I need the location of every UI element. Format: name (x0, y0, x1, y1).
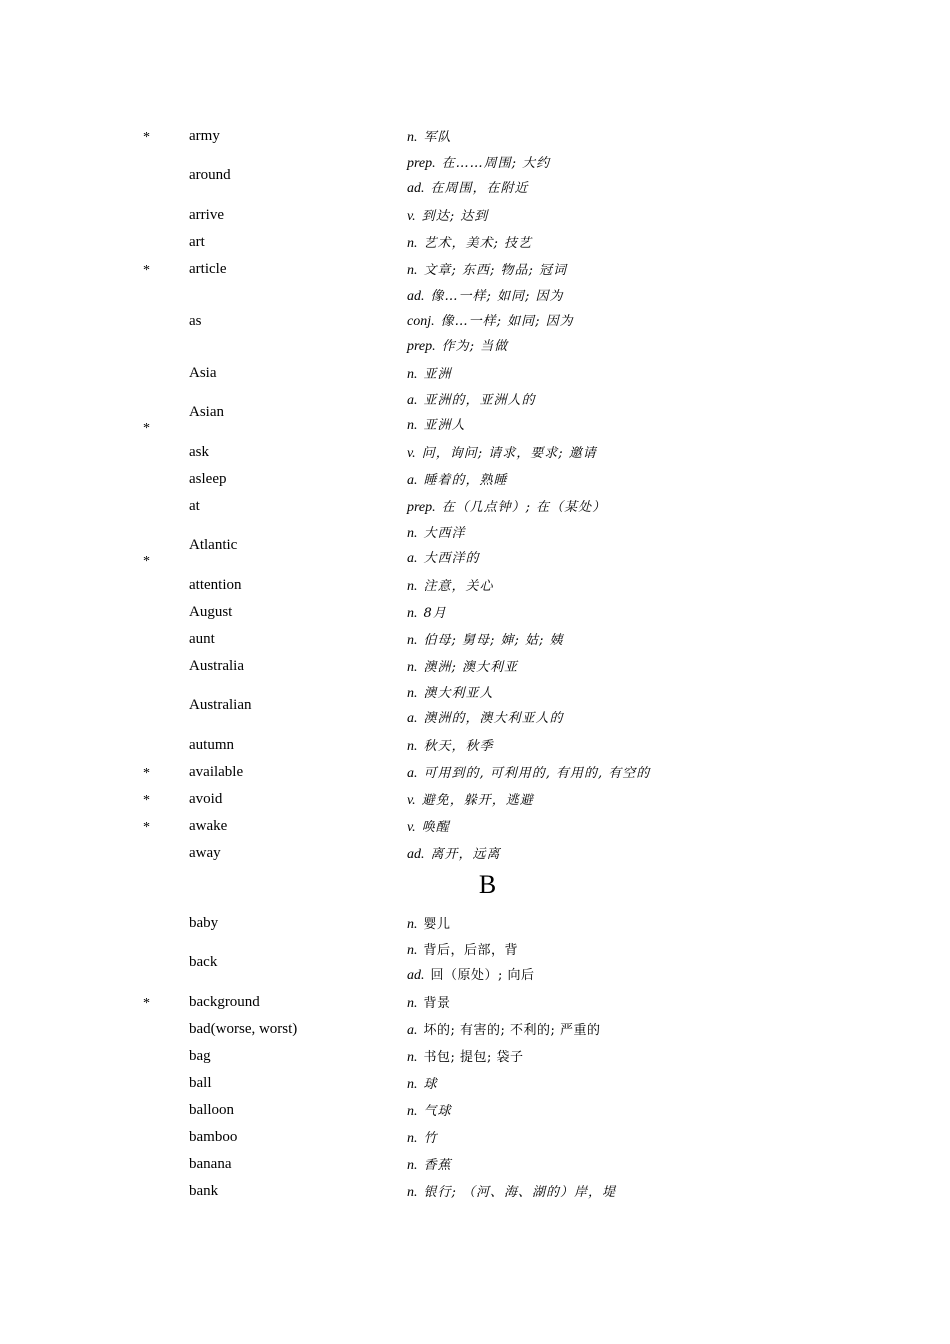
vocab-entry (0, 841, 950, 868)
definition-meaning: 像…一样; 如同; 因为 (430, 289, 564, 304)
part-of-speech: prep. (407, 500, 436, 515)
vocab-entry (0, 284, 950, 361)
part-of-speech: n. (407, 1050, 418, 1065)
definition-meaning: 问，询问; 请求，要求; 邀请 (421, 446, 597, 461)
definition-meaning: 文章; 东西; 物品; 冠词 (423, 263, 568, 278)
definition-line (407, 257, 567, 284)
definition-meaning: 8月 (423, 606, 447, 621)
entry-definitions (407, 654, 518, 681)
definition-meaning: 银行; （河、海、湖的）岸，堤 (423, 1185, 617, 1200)
vocab-entry (0, 494, 950, 521)
entry-word: Asia (189, 364, 217, 381)
part-of-speech: n. (407, 367, 418, 382)
entry-definitions (407, 814, 450, 841)
vocab-entry (0, 124, 950, 151)
vocab-entry (0, 1044, 950, 1071)
entry-word: away (189, 844, 221, 861)
entry-word: art (189, 233, 205, 250)
entry-definitions (407, 787, 534, 814)
definition-line (407, 814, 450, 841)
part-of-speech: v. (407, 446, 416, 461)
vocab-entry (0, 440, 950, 467)
definition-line (407, 203, 488, 230)
entry-word: avoid (189, 790, 223, 807)
vocab-entry (0, 1017, 950, 1044)
definition-meaning: 亚洲的，亚洲人的 (423, 393, 536, 408)
entry-word: bag (189, 1047, 211, 1064)
part-of-speech: v. (407, 793, 416, 808)
definition-meaning: 亚洲人 (423, 418, 466, 433)
vocab-entry (0, 467, 950, 494)
definition-line (407, 176, 550, 201)
definition-meaning: 避免，躲开，逃避 (421, 793, 534, 808)
part-of-speech: ad. (407, 289, 425, 304)
part-of-speech: n. (407, 917, 418, 932)
vocab-entry (0, 787, 950, 814)
entry-word: bamboo (189, 1128, 238, 1145)
definition-meaning: 注意，关心 (423, 579, 494, 594)
vocab-section-a (0, 124, 950, 868)
vocab-entry (0, 760, 950, 787)
section-letter-b: B (478, 870, 497, 899)
entry-word: back (189, 954, 218, 970)
entry-definitions (407, 1044, 524, 1071)
definition-line (407, 627, 564, 654)
entry-word: at (189, 497, 200, 514)
entry-definitions (407, 1125, 438, 1152)
definition-line (407, 1098, 452, 1125)
entry-definitions (407, 1071, 438, 1098)
entry-definitions (407, 841, 501, 868)
definition-line (407, 440, 597, 467)
definition-line (407, 1071, 438, 1098)
part-of-speech: ad. (407, 181, 425, 196)
definition-meaning: 澳洲; 澳大利亚 (423, 660, 519, 675)
definition-line (407, 521, 480, 546)
part-of-speech: a. (407, 393, 418, 408)
part-of-speech: n. (407, 943, 418, 958)
entry-definitions (407, 440, 597, 467)
vocab-entry (0, 1125, 950, 1152)
entry-word: awake (189, 817, 228, 834)
vocab-entry (0, 1152, 950, 1179)
definition-line (407, 787, 534, 814)
part-of-speech: ad. (407, 968, 425, 983)
entry-definitions (407, 760, 650, 787)
vocab-entry (0, 230, 950, 257)
important-marker: * (143, 766, 150, 781)
definition-meaning: 离开，远离 (430, 847, 501, 862)
entry-definitions (407, 911, 451, 938)
part-of-speech: prep. (407, 339, 436, 354)
part-of-speech: n. (407, 739, 418, 754)
definition-meaning: 澳洲的，澳大利亚人的 (423, 711, 564, 726)
vocab-entry (0, 203, 950, 230)
vocab-section-b (0, 911, 950, 1206)
entry-word: bad(worse, worst) (189, 1020, 298, 1037)
definition-line (407, 681, 564, 706)
entry-definitions (407, 361, 452, 388)
vocab-entry (0, 361, 950, 388)
definition-meaning: 背后，后部，背 (423, 943, 519, 958)
important-marker: * (143, 820, 150, 835)
entry-definitions (407, 1179, 616, 1206)
part-of-speech: n. (407, 130, 418, 145)
definition-meaning: 坏的; 有害的; 不利的; 严重的 (423, 1023, 601, 1038)
definition-meaning: 背景 (423, 996, 451, 1011)
important-marker: * (143, 996, 150, 1011)
definition-meaning: 在……周围; 大约 (441, 156, 551, 171)
part-of-speech: n. (407, 236, 418, 251)
definition-line (407, 413, 536, 438)
vocab-entry (0, 733, 950, 760)
important-marker: * (143, 130, 150, 145)
part-of-speech: v. (407, 209, 416, 224)
vocab-entry (0, 521, 950, 573)
entry-word: autumn (189, 736, 234, 753)
definition-line (407, 1152, 452, 1179)
entry-definitions (407, 627, 564, 654)
definition-meaning: 气球 (423, 1104, 452, 1119)
definition-line (407, 1179, 616, 1206)
vocab-entry (0, 814, 950, 841)
entry-definitions (407, 203, 488, 230)
entry-word: available (189, 763, 244, 780)
definition-line (407, 361, 452, 388)
entry-definitions (407, 573, 494, 600)
entry-word: arrive (189, 206, 224, 223)
entry-definitions (407, 938, 535, 988)
vocab-entry (0, 654, 950, 681)
entry-definitions (407, 467, 508, 494)
part-of-speech: n. (407, 686, 418, 701)
part-of-speech: a. (407, 1023, 418, 1038)
vocab-entry (0, 257, 950, 284)
entry-word: bank (189, 1182, 219, 1199)
important-marker: * (143, 793, 150, 808)
entry-word: baby (189, 914, 219, 931)
definition-meaning: 到达; 达到 (421, 209, 489, 224)
definition-line (407, 309, 574, 334)
definition-line (407, 654, 518, 681)
entry-definitions (407, 733, 494, 760)
vocab-entry (0, 938, 950, 990)
entry-definitions (407, 521, 480, 571)
definition-line (407, 706, 564, 731)
part-of-speech: a. (407, 766, 418, 781)
definition-meaning: 在（几点钟）; 在（某处） (441, 500, 607, 515)
definition-line (407, 494, 606, 521)
part-of-speech: n. (407, 1131, 418, 1146)
definition-line (407, 733, 494, 760)
definition-meaning: 可用到的, 可利用的, 有用的, 有空的 (423, 766, 651, 781)
part-of-speech: n. (407, 1104, 418, 1119)
vocab-entry (0, 151, 950, 203)
definition-meaning: 像…一样; 如同; 因为 (440, 314, 574, 329)
part-of-speech: a. (407, 711, 418, 726)
entry-word: attention (189, 576, 242, 593)
vocab-entry (0, 600, 950, 627)
entry-definitions (407, 388, 536, 438)
part-of-speech: n. (407, 418, 418, 433)
part-of-speech: prep. (407, 156, 436, 171)
part-of-speech: n. (407, 633, 418, 648)
definition-line (407, 760, 650, 787)
definition-line (407, 284, 574, 309)
important-marker: * (143, 554, 150, 569)
definition-meaning: 伯母; 舅母; 婶; 姑; 姨 (423, 633, 564, 648)
entry-word: aunt (189, 630, 215, 647)
important-marker: * (143, 263, 150, 278)
entry-word: as (189, 312, 202, 329)
definition-line (407, 124, 452, 151)
entry-word: Asian (189, 404, 224, 420)
definition-line (407, 467, 508, 494)
entry-word: around (189, 167, 231, 183)
definition-line (407, 230, 532, 257)
definition-line (407, 938, 535, 963)
part-of-speech: n. (407, 1185, 418, 1200)
entry-definitions (407, 600, 447, 627)
definition-meaning: 大西洋的 (423, 551, 480, 566)
definition-meaning: 书包; 提包; 袋子 (423, 1050, 524, 1065)
part-of-speech: n. (407, 579, 418, 594)
definition-meaning: 回（原处）; 向后 (430, 968, 535, 983)
vocab-entry (0, 1179, 950, 1206)
part-of-speech: n. (407, 996, 418, 1011)
definition-line (407, 1125, 438, 1152)
part-of-speech: n. (407, 1158, 418, 1173)
part-of-speech: conj. (407, 314, 435, 329)
entry-word: background (189, 993, 260, 1010)
vocab-entry (0, 573, 950, 600)
entry-definitions (407, 257, 567, 284)
entry-word: banana (189, 1155, 232, 1172)
part-of-speech: n. (407, 1077, 418, 1092)
entry-word: Atlantic (189, 537, 238, 553)
entry-word: ask (189, 443, 209, 460)
part-of-speech: n. (407, 263, 418, 278)
part-of-speech: ad. (407, 847, 425, 862)
definition-line (407, 388, 536, 413)
definition-line (407, 990, 451, 1017)
definition-line (407, 963, 535, 988)
definition-meaning: 秋天，秋季 (423, 739, 494, 754)
entry-word: asleep (189, 470, 227, 487)
entry-word: August (189, 603, 233, 620)
entry-word: article (189, 260, 227, 277)
entry-definitions (407, 990, 451, 1017)
vocab-entry (0, 911, 950, 938)
entry-word: ball (189, 1074, 212, 1091)
entry-word: Australia (189, 657, 244, 674)
vocab-entry (0, 388, 950, 440)
part-of-speech: n. (407, 660, 418, 675)
entry-definitions (407, 124, 452, 151)
vocab-entry (0, 1098, 950, 1125)
entry-definitions (407, 1098, 452, 1125)
definition-line (407, 151, 550, 176)
entry-definitions (407, 1017, 601, 1044)
entry-definitions (407, 284, 574, 359)
part-of-speech: v. (407, 820, 416, 835)
part-of-speech: n. (407, 606, 418, 621)
definition-meaning: 军队 (423, 130, 452, 145)
definition-line (407, 600, 447, 627)
entry-definitions (407, 1152, 452, 1179)
important-marker: * (143, 421, 150, 436)
entry-word: army (189, 127, 220, 144)
definition-line (407, 911, 451, 938)
definition-meaning: 在周围，在附近 (430, 181, 529, 196)
definition-meaning: 澳大利亚人 (423, 686, 494, 701)
definition-line (407, 1044, 524, 1071)
definition-meaning: 作为; 当做 (441, 339, 509, 354)
part-of-speech: n. (407, 526, 418, 541)
vocab-entry (0, 990, 950, 1017)
entry-definitions (407, 494, 606, 521)
definition-meaning: 球 (423, 1077, 438, 1092)
definition-line (407, 841, 501, 868)
part-of-speech: a. (407, 473, 418, 488)
definition-meaning: 香蕉 (423, 1158, 452, 1173)
definition-meaning: 竹 (423, 1131, 438, 1146)
entry-definitions (407, 681, 564, 731)
entry-word: Australian (189, 697, 252, 713)
entry-definitions (407, 151, 550, 201)
definition-meaning: 大西洋 (423, 526, 466, 541)
definition-meaning: 亚洲 (423, 367, 452, 382)
entry-word: balloon (189, 1101, 234, 1118)
definition-meaning: 唤醒 (421, 820, 450, 835)
definition-line (407, 573, 494, 600)
definition-meaning: 婴儿 (423, 917, 451, 932)
vocab-entry (0, 1071, 950, 1098)
definition-meaning: 艺术，美术; 技艺 (423, 236, 533, 251)
vocab-entry (0, 681, 950, 733)
definition-meaning: 睡着的，熟睡 (423, 473, 508, 488)
definition-line (407, 334, 574, 359)
vocab-entry (0, 627, 950, 654)
entry-definitions (407, 230, 532, 257)
definition-line (407, 546, 480, 571)
definition-line (407, 1017, 601, 1044)
part-of-speech: a. (407, 551, 418, 566)
